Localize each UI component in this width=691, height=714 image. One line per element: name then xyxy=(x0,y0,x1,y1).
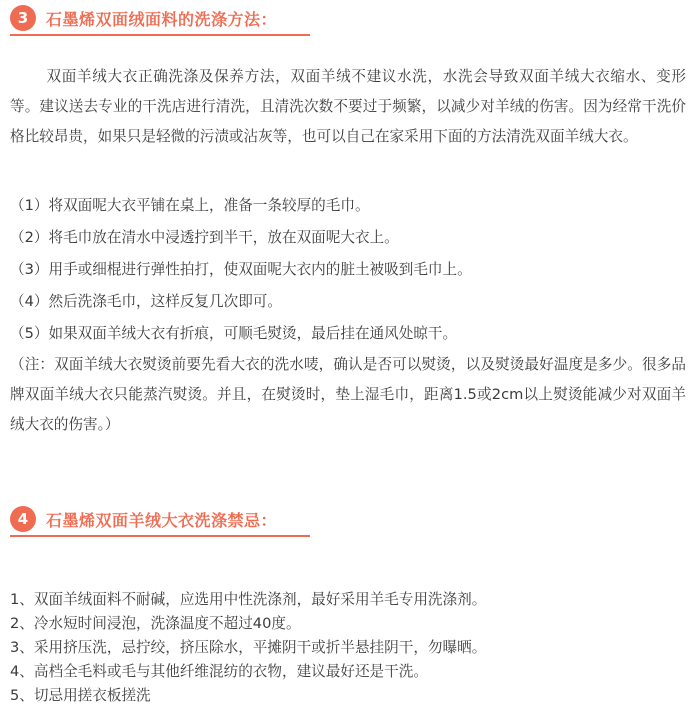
section-4-header xyxy=(10,505,277,533)
taboo-item: 5、切忌用搓衣板搓洗 xyxy=(10,687,151,704)
taboo-item: 1、双面羊绒面料不耐碱，应选用中性洗涤剂，最好采用羊毛专用洗涤剂。 xyxy=(10,591,487,608)
step-item: （4）然后洗涤毛巾，这样反复几次即可。 xyxy=(10,293,282,310)
taboo-item: 4、高档全毛料或毛与其他纤维混纺的衣物，建议最好还是干洗。 xyxy=(10,663,428,680)
section-4-underline xyxy=(10,535,310,537)
step-item: （5）如果双面羊绒大衣有折痕，可顺毛熨烫，最后挂在通风处晾干。 xyxy=(10,325,458,342)
taboo-item: 3、采用挤压洗，忌拧绞，挤压除水，平摊阴干或折半悬挂阴干，勿曝晒。 xyxy=(10,639,487,656)
step-item: （1）将双面呢大衣平铺在桌上，准备一条较厚的毛巾。 xyxy=(10,197,370,214)
section-3-intro-paragraph: 双面羊绒大衣正确洗涤及保养方法，双面羊绒不建议水洗，水洗会导致双面羊绒大衣缩水、变形等。建议送去专业的干洗店进行清洗，且清洗次数不要过于频繁，以减少对羊绒的伤害。因为经常干洗价格比较昂贵，如果只是轻微的污渍或沾灰等，也可以自己在家采用下面的方法清洗双面羊绒大衣。 xyxy=(10,68,686,145)
section-3-underline xyxy=(10,34,310,36)
section-3-note: （注：双面羊绒大衣熨烫前要先看大衣的洗水唛，确认是否可以熨烫，以及熨烫最好温度是多少。很多品牌双面羊绒大衣只能蒸汽熨烫。并且，在熨烫时，垫上湿毛巾，距离1.5或2cm以上熨烫能减少对双面羊绒大衣的伤害。） xyxy=(10,356,686,433)
section-3-header xyxy=(10,4,277,32)
section-3-title: 石墨烯双面绒面料的洗涤方法： xyxy=(46,9,278,29)
section-4-title: 石墨烯双面羊绒大衣洗涤禁忌： xyxy=(46,510,278,530)
section-4-number-badge: 4 xyxy=(10,506,36,532)
step-item: （3）用手或细棍进行弹性拍打，使双面呢大衣内的脏土被吸到毛巾上。 xyxy=(10,261,472,278)
step-item: （2）将毛巾放在清水中浸透拧到半干，放在双面呢大衣上。 xyxy=(10,229,399,246)
taboo-item: 2、冷水短时间浸泡，洗涤温度不超过40度。 xyxy=(10,615,301,632)
section-3-number-badge: 3 xyxy=(10,5,36,31)
